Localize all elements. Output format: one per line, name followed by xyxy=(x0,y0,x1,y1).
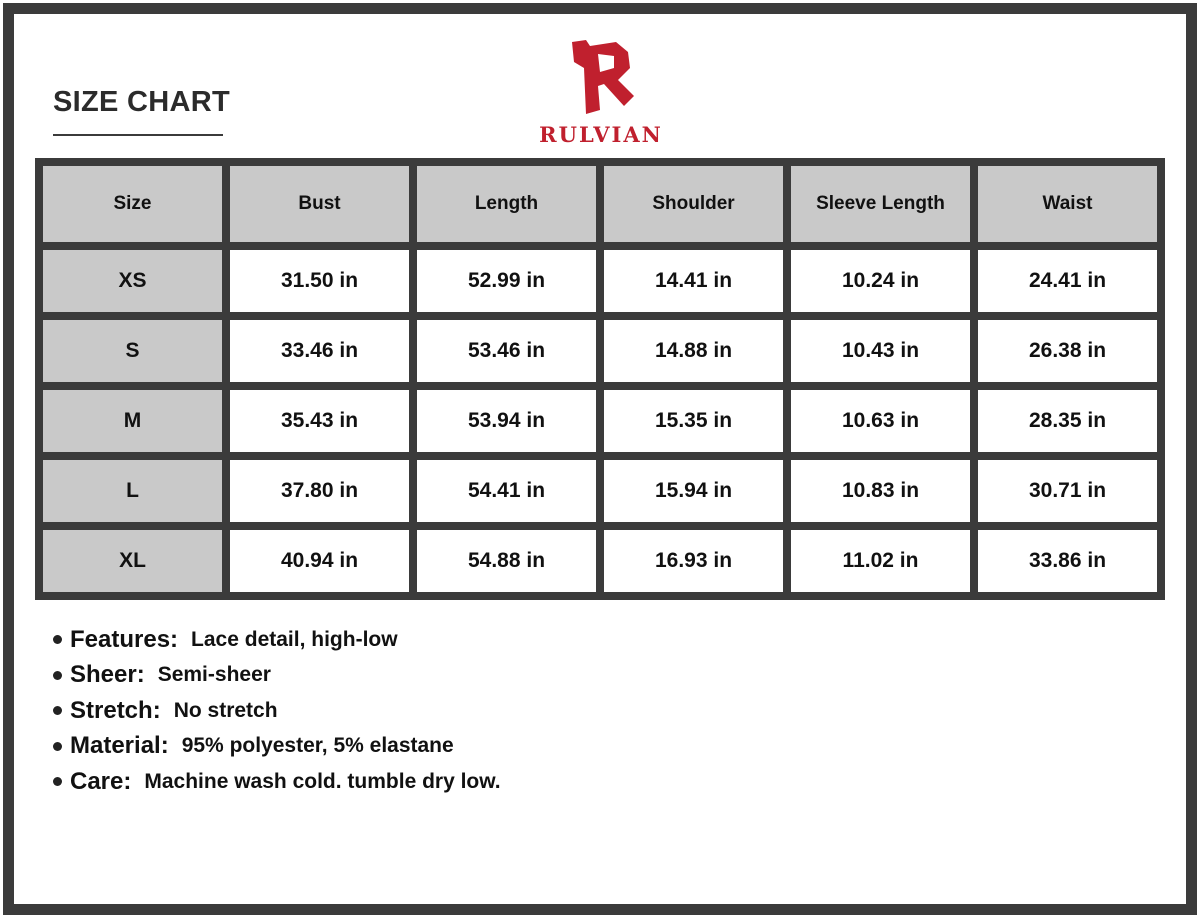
sleeve-length-cell: 10.43 in xyxy=(791,320,970,382)
waist-cell: 24.41 in xyxy=(978,250,1157,312)
table-row xyxy=(43,530,1157,592)
shoulder-cell: 15.35 in xyxy=(604,390,783,452)
length-cell: 53.94 in xyxy=(417,390,596,452)
table-row xyxy=(43,390,1157,452)
size-chart-table xyxy=(35,158,1165,600)
table-header-row xyxy=(43,166,1157,242)
size-label-cell: S xyxy=(43,320,222,382)
feature-value: 95% polyester, 5% elastane xyxy=(181,734,454,758)
size-label-cell: M xyxy=(43,390,222,452)
brand-name: RULVIAN xyxy=(539,122,663,147)
bullet-icon xyxy=(53,635,62,644)
table-row xyxy=(43,460,1157,522)
shoulder-cell: 16.93 in xyxy=(604,530,783,592)
size-label-cell: XL xyxy=(43,530,222,592)
table-row xyxy=(43,250,1157,312)
title-underline xyxy=(53,134,223,136)
bust-cell: 31.50 in xyxy=(230,250,409,312)
sleeve-length-cell: 10.83 in xyxy=(791,460,970,522)
bust-cell: 35.43 in xyxy=(230,390,409,452)
size-label-cell: L xyxy=(43,460,222,522)
size-label-cell: XS xyxy=(43,250,222,312)
bullet-icon xyxy=(53,671,62,680)
bust-cell: 37.80 in xyxy=(230,460,409,522)
length-cell: 53.46 in xyxy=(417,320,596,382)
length-cell: 54.41 in xyxy=(417,460,596,522)
page-title: SIZE CHART xyxy=(53,86,230,118)
feature-item-care xyxy=(53,764,501,800)
product-features-list xyxy=(53,622,501,800)
length-cell: 54.88 in xyxy=(417,530,596,592)
waist-cell: 26.38 in xyxy=(978,320,1157,382)
feature-value: No stretch xyxy=(173,698,278,722)
feature-item-material xyxy=(53,729,501,765)
brand-logo xyxy=(528,38,674,148)
column-header-size: Size xyxy=(43,166,222,242)
column-header-shoulder: Shoulder xyxy=(604,166,783,242)
shoulder-cell: 14.88 in xyxy=(604,320,783,382)
column-header-waist: Waist xyxy=(978,166,1157,242)
column-header-bust: Bust xyxy=(230,166,409,242)
bullet-icon xyxy=(53,777,62,786)
feature-label: Material: xyxy=(70,732,169,760)
bust-cell: 40.94 in xyxy=(230,530,409,592)
column-header-length: Length xyxy=(417,166,596,242)
length-cell: 52.99 in xyxy=(417,250,596,312)
brand-r-icon xyxy=(564,38,640,118)
feature-item-sheer xyxy=(53,658,501,694)
waist-cell: 28.35 in xyxy=(978,390,1157,452)
waist-cell: 33.86 in xyxy=(978,530,1157,592)
bust-cell: 33.46 in xyxy=(230,320,409,382)
feature-label: Care: xyxy=(70,767,132,795)
shoulder-cell: 15.94 in xyxy=(604,460,783,522)
feature-value: Semi-sheer xyxy=(157,663,271,687)
feature-item-features xyxy=(53,622,501,658)
feature-item-stretch xyxy=(53,693,501,729)
feature-label: Sheer: xyxy=(70,661,145,689)
feature-label: Stretch: xyxy=(70,696,161,724)
bullet-icon xyxy=(53,706,62,715)
waist-cell: 30.71 in xyxy=(978,460,1157,522)
sleeve-length-cell: 10.24 in xyxy=(791,250,970,312)
feature-label: Features: xyxy=(70,625,179,653)
bullet-icon xyxy=(53,742,62,751)
sleeve-length-cell: 11.02 in xyxy=(791,530,970,592)
column-header-sleeve-length: Sleeve Length xyxy=(791,166,970,242)
shoulder-cell: 14.41 in xyxy=(604,250,783,312)
feature-value: Machine wash cold. tumble dry low. xyxy=(144,769,501,793)
table-row xyxy=(43,320,1157,382)
sleeve-length-cell: 10.63 in xyxy=(791,390,970,452)
feature-value: Lace detail, high-low xyxy=(191,627,398,651)
